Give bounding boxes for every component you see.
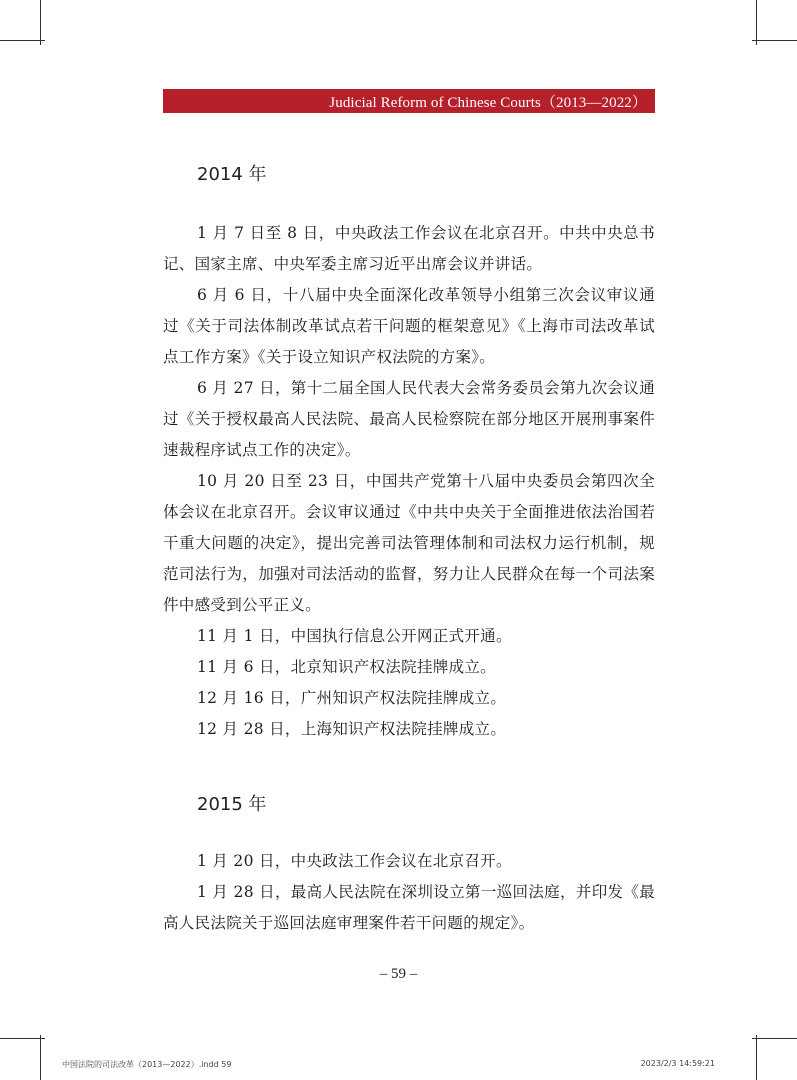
section-2014-body	[163, 218, 655, 745]
paragraph: 1 月 20 日，中央政法工作会议在北京召开。	[197, 852, 512, 870]
crop-mark	[40, 0, 41, 45]
paragraph: 6 月 27 日，第十二届全国人民代表大会常务委员会第九次会议通过《关于授权最高人民法院、最高人民检察院在部分地区开展刑事案件速裁程序试点工作的决定》。	[163, 379, 655, 459]
crop-mark	[756, 1035, 757, 1080]
crop-mark	[0, 40, 45, 41]
paragraph: 10 月 20 日至 23 日，中国共产党第十八届中央委员会第四次全体会议在北京召开。会议审议通过《中共中央关于全面推进依法治国若干重大问题的决定》，提出完善司法管理体制和司法权力运行机制，规范司法行为，加强对司法活动的监督，努力让人民群众在每一个司法案件中感受到公平正义。	[163, 472, 655, 614]
year-heading-2015: 2015 年	[197, 794, 267, 815]
footer-timestamp: 2023/2/3 14:59:21	[640, 1059, 715, 1068]
running-title: Judicial Reform of Chinese Courts（2013—2022）	[329, 94, 647, 111]
crop-mark	[752, 40, 797, 41]
paragraph: 11 月 1 日，中国执行信息公开网正式开通。	[197, 627, 512, 645]
running-header-banner	[163, 89, 655, 113]
paragraph: 1 月 7 日至 8 日，中央政法工作会议在北京召开。中共中央总书记、国家主席、中央军委主席习近平出席会议并讲话。	[163, 224, 655, 273]
year-heading-2014: 2014 年	[197, 164, 267, 185]
crop-mark	[752, 1038, 797, 1039]
paragraph: 1 月 28 日，最高人民法院在深圳设立第一巡回法庭，并印发《最高人民法院关于巡回法庭审理案件若干问题的规定》。	[163, 883, 655, 932]
paragraph: 12 月 28 日，上海知识产权法院挂牌成立。	[197, 720, 507, 738]
page-number: – 59 –	[379, 966, 418, 982]
paragraph: 11 月 6 日，北京知识产权法院挂牌成立。	[197, 658, 496, 676]
paragraph: 6 月 6 日，十八届中央全面深化改革领导小组第三次会议审议通过《关于司法体制改革试点若干问题的框架意见》《上海市司法改革试点工作方案》《关于设立知识产权法院的方案》。	[163, 286, 655, 366]
section-2015-body	[163, 846, 655, 939]
crop-mark	[756, 0, 757, 45]
paragraph: 12 月 16 日，广州知识产权法院挂牌成立。	[197, 689, 507, 707]
footer-file-name: 中国法院的司法改革（2013—2022）.indd 59	[62, 1060, 232, 1069]
crop-mark	[40, 1035, 41, 1080]
crop-mark	[0, 1038, 45, 1039]
